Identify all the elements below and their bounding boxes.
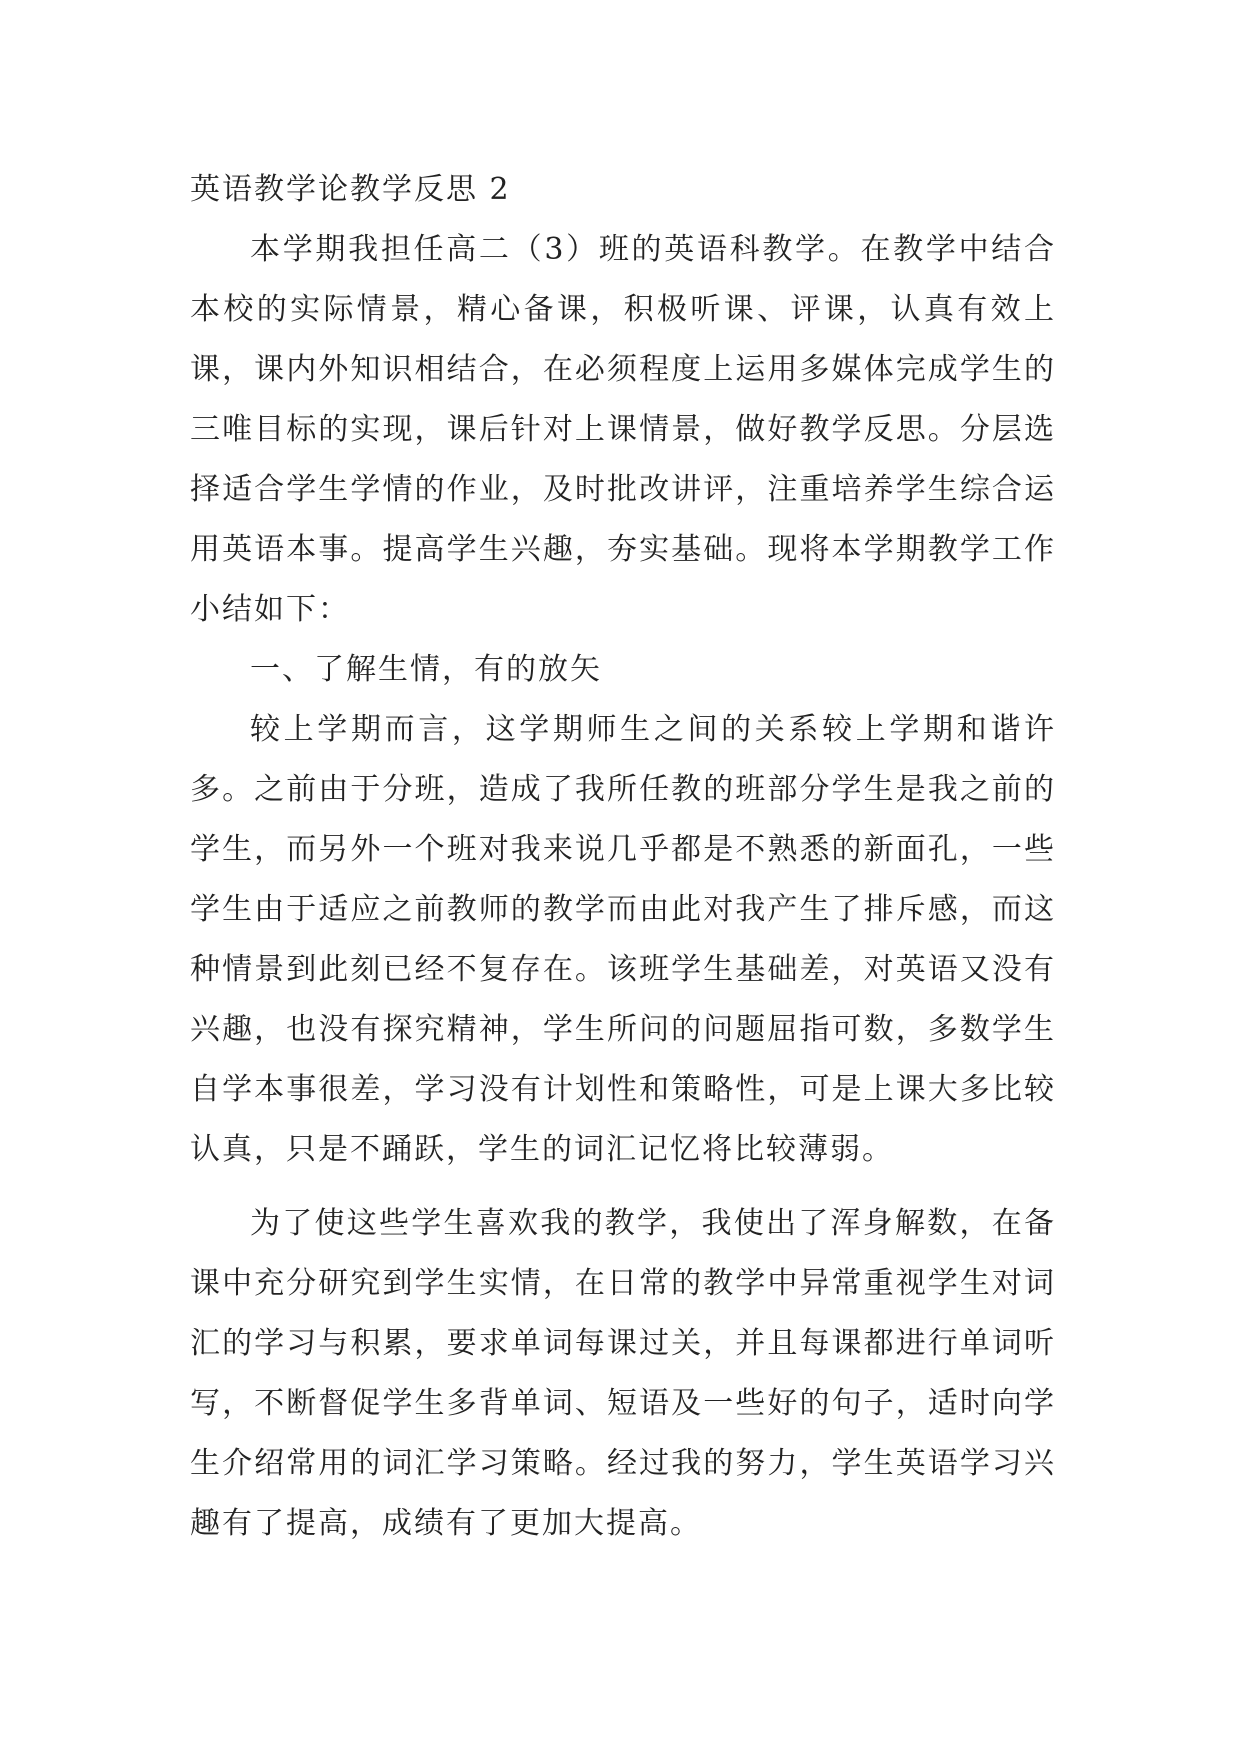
paragraph-intro: 本学期我担任高二（3）班的英语科教学。在教学中结合本校的实际情景，精心备课，积极听课、评课，认真有效上课，课内外知识相结合，在必须程度上运用多媒体完成学生的三唯目标的实现，课后针对上课情景，做好教学反思。分层选择适合学生学情的作业，及时批改讲评，注重培养学生综合运用英语本事。提高学生兴趣，夯实基础。现将本学期教学工作小结如下：	[190, 232, 1056, 627]
paragraph-teaching-efforts: 为了使这些学生喜欢我的教学，我使出了浑身解数，在备课中充分研究到学生实情，在日常的教学中异常重视学生对词汇的学习与积累，要求单词每课过关，并且每课都进行单词听写，不断督促学生多背单词、短语及一些好的句子，适时向学生介绍常用的词汇学习策略。经过我的努力，学生英语学习兴趣有了提高，成绩有了更加大提高。	[190, 1206, 1056, 1541]
document-title: 英语教学论教学反思 2	[190, 172, 511, 207]
paragraph-student-situation: 较上学期而言，这学期师生之间的关系较上学期和谐许多。之前由于分班，造成了我所任教的班部分学生是我之前的学生，而另外一个班对我来说几乎都是不熟悉的新面孔，一些学生由于适应之前教师的教学而由此对我产生了排斥感，而这种情景到此刻已经不复存在。该班学生基础差，对英语又没有兴趣，也没有探究精神，学生所问的问题屈指可数，多数学生自学本事很差，学习没有计划性和策略性，可是上课大多比较认真，只是不踊跃，学生的词汇记忆将比较薄弱。	[190, 712, 1056, 1167]
document-page	[190, 160, 1056, 1554]
section-heading-1: 一、了解生情，有的放矢	[250, 652, 602, 687]
paragraph-gap	[190, 1180, 1056, 1194]
